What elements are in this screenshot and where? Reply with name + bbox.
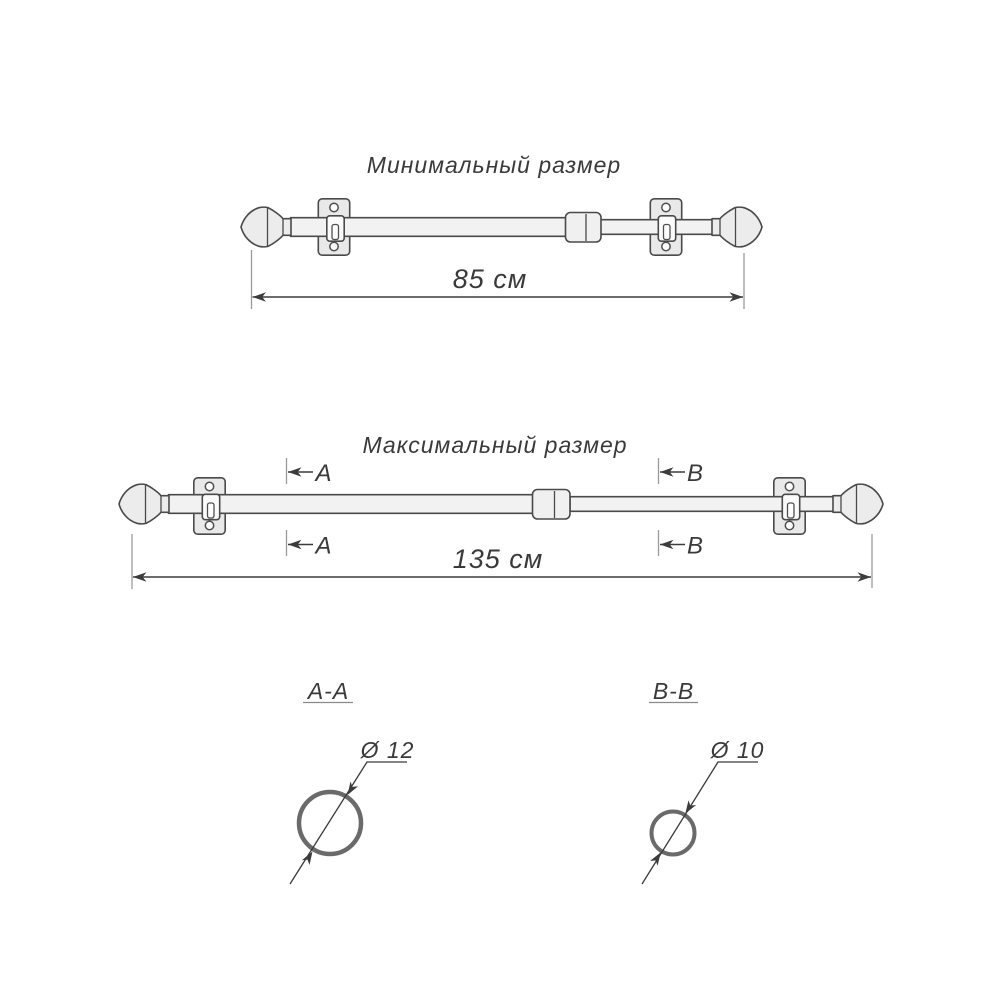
min-dimension-label: 85 см — [452, 264, 528, 294]
section-cut-marker-a-top — [287, 458, 332, 487]
section-view-b — [642, 678, 764, 884]
max-dimension-label: 135 см — [452, 544, 544, 574]
section-b-title: B-B — [652, 678, 695, 704]
right-finial — [833, 484, 883, 524]
max-size-title: Максимальный размер — [362, 432, 628, 458]
section-a-title: A-A — [307, 678, 350, 704]
wall-bracket-clip — [782, 494, 799, 519]
cut-label-b: B — [686, 532, 704, 560]
max-rod-assembly — [119, 478, 883, 534]
leader-arrowhead — [685, 800, 696, 813]
max-dimension — [132, 534, 872, 589]
section-b-circle — [652, 812, 695, 855]
connector-sleeve — [566, 213, 602, 243]
section-cut-marker-b-top — [659, 458, 704, 487]
min-size-title: Минимальный размер — [366, 152, 622, 178]
section-cut-marker-b-bottom — [659, 530, 704, 560]
section-b-diameter: Ø 10 — [710, 737, 765, 763]
connector-sleeve — [533, 490, 571, 520]
min-dimension — [252, 250, 745, 309]
rod-tube-thick — [169, 495, 534, 514]
section-a-circle — [299, 792, 361, 854]
wall-bracket-clip — [202, 494, 219, 519]
min-size-view — [241, 152, 762, 309]
cut-label-b: B — [686, 460, 704, 487]
section-a-diameter: Ø 12 — [360, 737, 415, 763]
min-rod-assembly — [241, 199, 762, 255]
wall-bracket-clip — [327, 216, 344, 241]
cut-label-a: A — [315, 532, 332, 560]
right-finial — [712, 207, 762, 247]
max-size-view — [119, 432, 883, 589]
left-finial — [119, 484, 169, 524]
cut-label-a: A — [315, 460, 332, 487]
rod-tube-thin — [601, 220, 714, 235]
section-view-a — [290, 678, 414, 884]
left-finial — [241, 207, 291, 247]
wall-bracket-clip — [658, 216, 675, 241]
section-cut-marker-a-bottom — [287, 530, 332, 560]
